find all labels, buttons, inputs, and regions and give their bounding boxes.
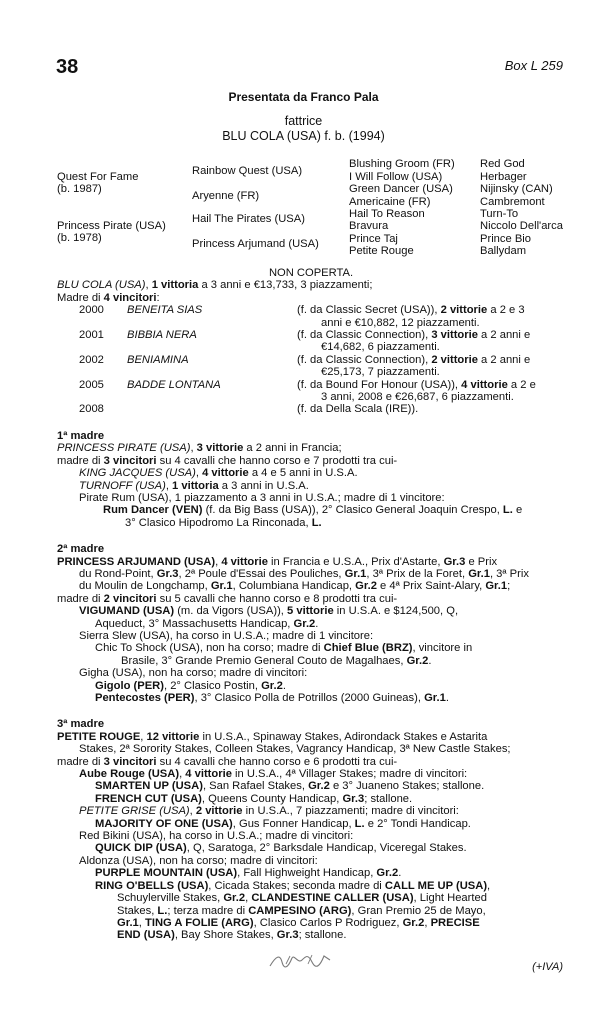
horse-name: Pentecostes (PER) <box>95 692 195 704</box>
text: ; stallone. <box>364 792 413 805</box>
grade: Gr.3 <box>276 929 299 942</box>
grade: L. <box>502 504 513 517</box>
offspring-name: BIBBIA NERA <box>127 329 197 342</box>
text-line: PRINCESS PIRATE (USA), 3 vittorie a 2 anni in Francia; <box>57 442 342 455</box>
wins: 4 vittorie <box>185 768 232 781</box>
text: su 4 cavalli che hanno corso e 6 prodotti tra cui- <box>156 755 398 768</box>
pedigree-g3: Green Dancer (USA) <box>349 183 453 195</box>
text: madre di <box>57 592 104 605</box>
section-heading: 1ª madre <box>57 429 105 442</box>
text: : <box>156 291 160 304</box>
text: . <box>282 679 286 692</box>
text: , Cicada Stakes; seconda madre di <box>208 879 385 892</box>
text: , Light Hearted <box>413 892 487 905</box>
text: ; <box>507 580 511 593</box>
grade: Gr.2 <box>223 892 246 905</box>
pedigree-g4: Ballydam <box>480 245 527 257</box>
text: a 2 anni e <box>477 329 531 342</box>
horse-name: BLU COLA (USA) f. b. (1994) <box>222 129 385 143</box>
text: e 4ª Prix Saint-Alary, <box>376 580 486 593</box>
text-line <box>57 892 565 904</box>
grade: Gr.1 <box>424 692 446 704</box>
text-line <box>57 655 565 667</box>
grade: Gr.1 <box>210 580 233 593</box>
wins: 4 vittorie <box>202 467 249 480</box>
wins: 5 vittorie <box>287 605 334 618</box>
grade: Gr.3 <box>156 567 179 580</box>
text-line: KING JACQUES (USA), 4 vittorie a 4 e 5 anni in U.S.A. <box>79 467 358 480</box>
grade: Gr.2 <box>402 916 425 929</box>
text-line <box>57 568 565 580</box>
text: (f. da Bound For Honour (USA)), <box>297 378 462 391</box>
text: Schuylerville Stakes, <box>117 892 224 905</box>
horse-name: PETITE GRISE (USA) <box>79 805 190 818</box>
offspring-year: 2008 <box>79 403 104 416</box>
text: e 2° Tondi Handicap. <box>364 817 471 830</box>
text: Aqueduct, 3° Massachusetts Handicap, <box>95 617 294 630</box>
text-line: Red Bikini (USA), ha corso in U.S.A.; madre di vincitori: <box>79 830 354 843</box>
winners-count: 4 vincitori <box>103 291 157 304</box>
pedigree-g2: Princess Arjumand (USA) <box>192 238 319 250</box>
text: a 4 e 5 anni in U.S.A. <box>248 467 358 480</box>
offspring-name: BENIAMINA <box>127 353 189 366</box>
text: e 3° Juaneno Stakes; stallone. <box>329 780 485 793</box>
dam-of-line <box>57 292 565 304</box>
offspring-year: 2000 <box>79 304 104 317</box>
horse-role: fattrice <box>284 114 323 128</box>
horse-name: RING O'BELLS (USA) <box>95 879 209 892</box>
text: , 3ª Prix <box>489 567 529 580</box>
text: , Gran Premio 25 de Mayo, <box>351 904 486 917</box>
text: , Columbiana Handicap, <box>232 580 356 593</box>
text-line: PRINCESS ARJUMAND (USA), 4 vittorie in Francia e U.S.A., Prix d'Astarte, Gr.3 e Prix <box>57 555 498 568</box>
text-line <box>57 756 565 768</box>
winners-count: 3 vincitori <box>103 755 157 768</box>
winners-count: 2 vincitori <box>103 592 157 605</box>
mare-wins: 1 vittoria <box>151 279 199 292</box>
signature-icon <box>268 950 332 975</box>
grade: L. <box>354 817 365 830</box>
text-line: Pirate Rum (USA), 1 piazzamento a 3 anni in U.S.A.; madre di 1 vincitore: <box>79 491 445 504</box>
text-line: Stakes, 2ª Sorority Stakes, Colleen Stakes, Vagrancy Handicap, 3ª New Castle Stakes; <box>79 743 511 756</box>
pedigree-g3: Hail To Reason <box>349 208 425 220</box>
horse-name: FRENCH CUT (USA) <box>95 792 202 805</box>
horse-name: PRINCESS ARJUMAND (USA) <box>57 555 216 568</box>
offspring-details-line <box>297 304 565 316</box>
text: . <box>398 867 402 880</box>
vat-note: (+IVA) <box>532 961 563 973</box>
horse-name: Rum Dancer (VEN) <box>103 504 203 517</box>
winners-count: 3 vincitori <box>103 454 157 467</box>
text-line: PETITE ROUGE, 12 vittorie in U.S.A., Spinaway Stakes, Adirondack Stakes e Astarita <box>57 730 488 743</box>
offspring-row <box>57 304 565 329</box>
text: , vincitore in <box>412 642 473 655</box>
text: e Prix <box>465 555 498 568</box>
horse-name: QUICK DIP (USA) <box>95 842 187 855</box>
pedigree-g3: Blushing Groom (FR) <box>349 158 455 170</box>
text-line: PETITE GRISE (USA), 2 vittorie in U.S.A., 7 piazzamenti; madre di vincitori: <box>79 805 459 818</box>
text: a 2 e 3 <box>487 304 525 317</box>
text: (f. da Della Scala (IRE)). <box>297 403 419 416</box>
text: (f. da Classic Connection), <box>297 353 432 366</box>
text-line: TURNOFF (USA), 1 vittoria a 3 anni in U.S.A. <box>79 479 309 492</box>
text: , <box>487 879 491 892</box>
text: , Clasico Carlos P Rodriguez, <box>253 916 403 929</box>
grade: Gr.1 <box>468 567 490 580</box>
offspring-details-cont: €25,173, 7 piazzamenti. <box>321 366 440 379</box>
offspring-year: 2002 <box>79 353 104 366</box>
horse-name: MAJORITY OF ONE (USA) <box>95 817 233 830</box>
offspring-details <box>277 329 565 354</box>
text-line <box>57 605 565 617</box>
pedigree-sire: Quest For Fame (b. 1987) <box>57 171 139 196</box>
text: in U.S.A., 4ª Villager Stakes; madre di vincitori: <box>231 768 468 781</box>
text-line <box>57 642 565 654</box>
text-line <box>57 793 565 805</box>
status-text: NON COPERTA. <box>268 267 354 279</box>
text-line <box>57 692 565 704</box>
pedigree-g4: Nijinsky (CAN) <box>480 183 553 195</box>
wins: 1 vittoria <box>172 479 219 492</box>
grade: Gr.1 <box>485 580 508 593</box>
grade: Gr.3 <box>443 555 466 568</box>
mare-name: BLU COLA (USA) <box>57 279 146 292</box>
offspring-year: 2001 <box>79 329 104 342</box>
text: a 2 anni e <box>477 353 531 366</box>
pedigree-g3: Americaine (FR) <box>349 196 431 208</box>
text: e <box>512 504 523 517</box>
grade: Gr.2 <box>293 617 316 630</box>
text: , 2° Clasico Postin, <box>163 679 262 692</box>
text: su 4 cavalli che hanno corso e 7 prodotti tra cui- <box>156 454 398 467</box>
pedigree-g4: Niccolo Dell'arca <box>480 220 563 232</box>
offspring-details-cont: anni e €10,882, 12 piazzamenti. <box>321 316 480 329</box>
text: a 2 anni in Francia; <box>243 442 342 455</box>
pedigree-g2: Aryenne (FR) <box>192 190 260 202</box>
text-line: Aldonza (USA), non ha corso; madre di vincitori: <box>79 854 318 867</box>
offspring-name <box>127 403 277 415</box>
text: Chic To Shock (USA), non ha corso; madre di <box>95 642 324 655</box>
text: , <box>424 916 431 929</box>
section-heading: 2ª madre <box>57 543 105 556</box>
text: , Bay Shore Stakes, <box>174 929 277 942</box>
text-line: Gigha (USA), non ha corso; madre di vincitori: <box>79 667 308 680</box>
horse-name: PRECISE <box>430 916 480 929</box>
horse-name: END (USA) <box>117 929 175 942</box>
pedigree-g4: Prince Bio <box>480 233 531 245</box>
text-line <box>57 929 565 941</box>
text: in U.S.A., 7 piazzamenti; madre di vincitori: <box>242 805 459 818</box>
offspring-details <box>277 403 565 415</box>
text: a 2 e <box>507 378 536 391</box>
offspring-row <box>57 329 565 354</box>
text: , Gus Fonner Handicap, <box>232 817 355 830</box>
horse-name: PURPLE MOUNTAIN (USA) <box>95 867 238 880</box>
grade: Gr.1 <box>117 916 139 929</box>
horse-name: PRINCESS PIRATE (USA) <box>57 442 191 455</box>
offspring-wins: 2 vittorie <box>440 304 488 317</box>
pedigree-g4: Herbager <box>480 171 527 183</box>
pedigree-g3: Petite Rouge <box>349 245 414 257</box>
text: du Moulin de Longchamp, <box>79 580 211 593</box>
lot-number: 38 <box>56 56 79 78</box>
text: , San Rafael Stakes, <box>202 780 309 793</box>
text-line <box>57 818 565 830</box>
summary-line: BLU COLA (USA), 1 vittoria a 3 anni e €13,733, 3 piazzamenti; <box>57 279 373 292</box>
mare-record: a 3 anni e €13,733, 3 piazzamenti; <box>198 279 373 292</box>
offspring-details <box>277 354 565 379</box>
text: , 2ª Poule d'Essai des Pouliches, <box>178 567 345 580</box>
text: ; terza madre di <box>167 904 249 917</box>
grade: Gr.2 <box>406 654 429 667</box>
text: Stakes, <box>117 904 158 917</box>
horse-name: Aube Rouge (USA) <box>79 768 180 781</box>
section-heading: 3ª madre <box>57 718 105 731</box>
text: (f. da Classic Secret (USA)), <box>297 304 441 317</box>
offspring-wins: 2 vittorie <box>431 353 478 366</box>
box-label: Box L 259 <box>504 58 563 73</box>
text-line: Aube Rouge (USA), 4 vittorie in U.S.A., 4ª Villager Stakes; madre di vincitori: <box>79 768 468 781</box>
presenter: Presentata da Franco Pala <box>228 90 379 104</box>
offspring-details <box>277 304 565 329</box>
offspring-details-line <box>297 354 565 366</box>
text: (m. da Vigors (USA)), <box>174 605 288 618</box>
text: , 3° Clasico Polla de Potrillos (2000 Guineas), <box>194 692 425 704</box>
text-line <box>57 504 565 516</box>
pedigree-g2: Rainbow Quest (USA) <box>192 165 303 177</box>
text-line <box>57 580 565 592</box>
text: madre di <box>57 755 104 768</box>
offspring-details-line <box>297 329 565 341</box>
text-line <box>57 455 565 467</box>
pedigree-g4: Red God <box>480 158 525 170</box>
text-line <box>57 780 565 792</box>
text: . <box>315 617 319 630</box>
horse-name: SMARTEN UP (USA) <box>95 780 203 793</box>
offspring-list <box>57 304 565 416</box>
horse-name: CAMPESINO (ARG) <box>248 904 352 917</box>
text: ; stallone. <box>298 929 347 942</box>
grade: Gr.3 <box>342 792 365 805</box>
pedigree-g4: Turn-To <box>480 208 519 220</box>
text-line <box>57 593 565 605</box>
text-line <box>57 842 565 854</box>
text: Brasile, 3° Grande Premio General Couto de Magalhaes, <box>121 654 407 667</box>
offspring-details-cont: €14,682, 6 piazzamenti. <box>321 341 440 354</box>
grade: Gr.2 <box>308 780 330 793</box>
pedigree-dam: Princess Pirate (USA) (b. 1978) <box>57 220 166 245</box>
text: madre di <box>57 454 104 467</box>
offspring-wins: 4 vittorie <box>461 378 508 391</box>
grade: Gr.2 <box>261 679 283 692</box>
grade: L. <box>157 904 168 917</box>
wins: 2 vittorie <box>195 805 243 818</box>
horse-name: TURNOFF (USA) <box>79 479 166 492</box>
text: su 5 cavalli che hanno corso e 8 prodotti tra cui- <box>156 592 398 605</box>
text-line <box>57 618 565 630</box>
wins: 12 vittorie <box>146 730 200 743</box>
offspring-name: BADDE LONTANA <box>127 378 221 391</box>
text: . <box>445 692 449 704</box>
horse-name: VIGUMAND (USA) <box>79 605 175 618</box>
text: (f. da Classic Connection), <box>297 329 432 342</box>
text-line <box>57 905 565 917</box>
offspring-wins: 3 vittorie <box>431 329 478 342</box>
pedigree-g3: Prince Taj <box>349 233 398 245</box>
offspring-row <box>57 354 565 379</box>
text-line <box>57 517 565 529</box>
text-line <box>57 880 565 892</box>
text-line: Sierra Slew (USA), ha corso in U.S.A.; madre di 1 vincitore: <box>79 629 374 642</box>
grade: Gr.1 <box>344 567 367 580</box>
text: in U.S.A., Spinaway Stakes, Adirondack Stakes e Astarita <box>199 730 488 743</box>
text-line <box>57 680 565 692</box>
catalogue-body <box>57 267 565 942</box>
offspring-details-line <box>297 379 565 391</box>
text: , Queens County Handicap, <box>201 792 343 805</box>
text: , <box>245 892 252 905</box>
offspring-row <box>57 379 565 404</box>
horse-name: Chief Blue (BRZ) <box>323 642 413 655</box>
offspring-year: 2005 <box>79 378 104 391</box>
pedigree-g4: Cambremont <box>480 196 545 208</box>
offspring-details <box>277 379 565 404</box>
horse-name: TING A FOLIE (ARG) <box>145 916 254 929</box>
text: , 3ª Prix de la Foret, <box>366 567 469 580</box>
text: , Fall Highweight Handicap, <box>237 867 377 880</box>
pedigree-g3: Bravura <box>349 220 389 232</box>
text: , Q, Saratoga, 2° Barksdale Handicap, Viceregal Stakes. <box>186 842 467 855</box>
text: 3° Clasico Hipodromo La Rinconada, <box>125 516 312 529</box>
horse-name: PETITE ROUGE <box>57 730 141 743</box>
offspring-row <box>57 403 565 415</box>
text: in Francia e U.S.A., Prix d'Astarte, <box>267 555 444 568</box>
horse-name: CLANDESTINE CALLER (USA) <box>251 892 414 905</box>
grade: Gr.2 <box>376 867 399 880</box>
wins: 4 vittorie <box>221 555 268 568</box>
wins: 3 vittorie <box>196 442 244 455</box>
text-line <box>57 867 565 879</box>
text: in U.S.A. e $124,500, Q, <box>333 605 459 618</box>
grade: Gr.2 <box>355 580 377 593</box>
text: . <box>428 654 432 667</box>
text: (f. da Big Bass (USA)), 2° Clasico General Joaquin Crespo, <box>202 504 503 517</box>
pedigree-g3: I Will Follow (USA) <box>349 171 443 183</box>
offspring-details-line <box>297 403 565 415</box>
offspring-name: BENEITA SIAS <box>127 304 203 317</box>
text: , <box>138 916 145 929</box>
offspring-details-cont: 3 anni, 2008 e €26,687, 6 piazzamenti. <box>321 391 514 404</box>
text: Madre di <box>57 291 104 304</box>
horse-name: KING JACQUES (USA) <box>79 467 196 480</box>
text: a 3 anni in U.S.A. <box>218 479 309 492</box>
text-line <box>57 917 565 929</box>
text: du Rond-Point, <box>79 567 157 580</box>
grade: L. <box>311 516 322 529</box>
pedigree-g2: Hail The Pirates (USA) <box>192 213 305 225</box>
horse-name: Gigolo (PER) <box>95 679 164 692</box>
horse-name: CALL ME UP (USA) <box>384 879 488 892</box>
